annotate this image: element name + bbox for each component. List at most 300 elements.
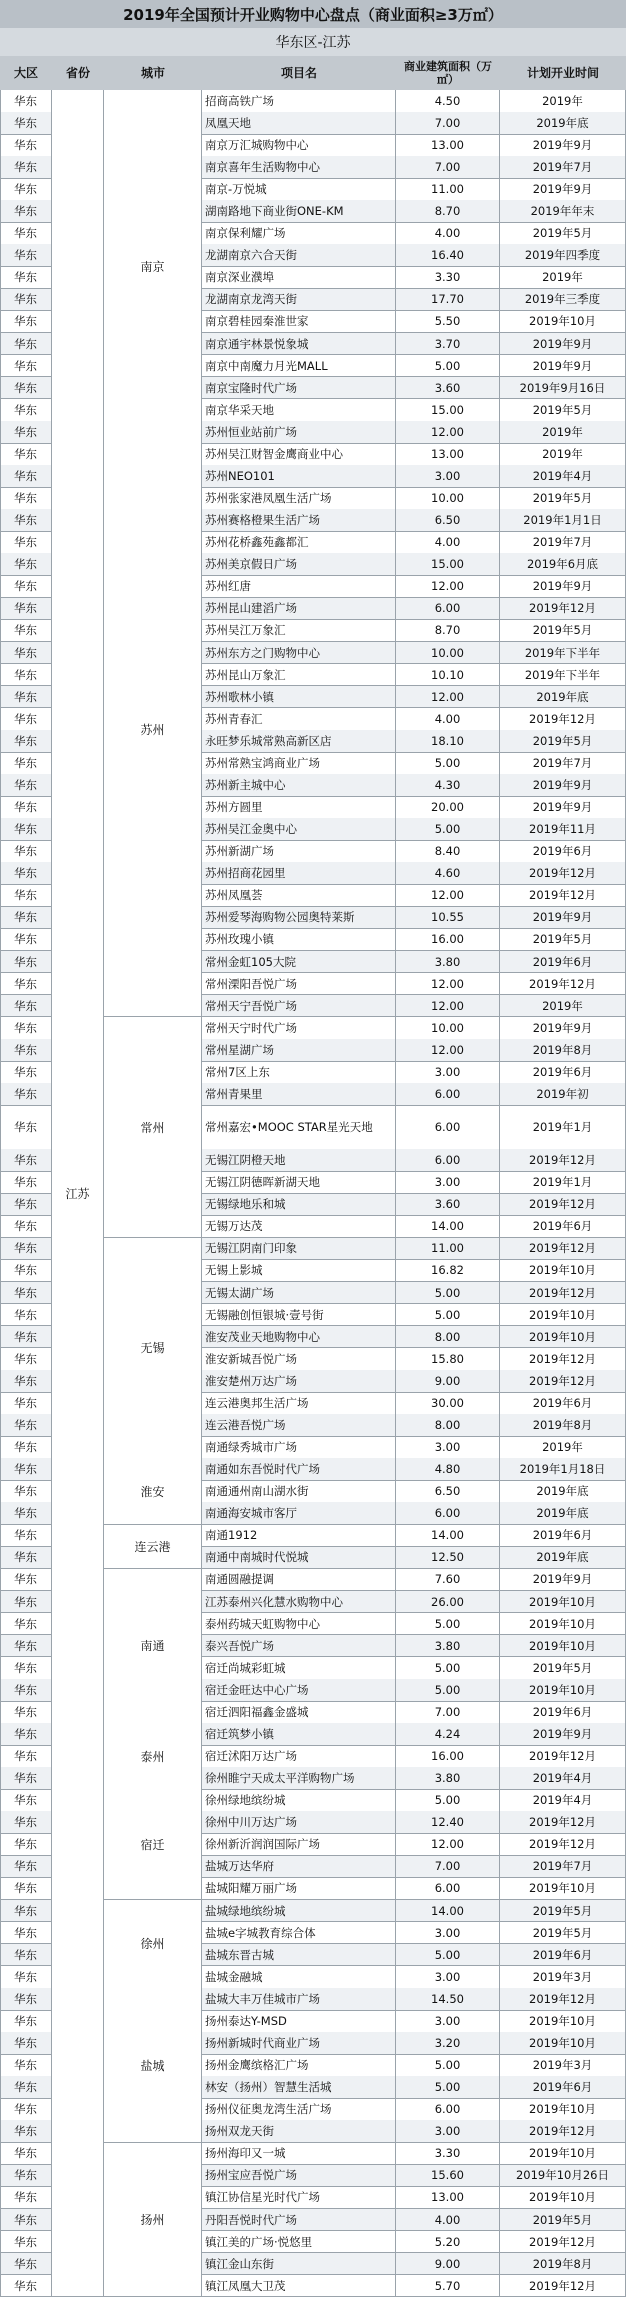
cell-area: 17.70 bbox=[396, 289, 500, 312]
cell-open-time: 2019年12月 bbox=[500, 862, 626, 885]
cell-area: 13.00 bbox=[396, 134, 500, 157]
cell-project-name: 南通通州南山湖水街 bbox=[202, 1480, 396, 1503]
cell-open-time: 2019年3月 bbox=[500, 1966, 626, 1989]
cell-area: 12.50 bbox=[396, 1547, 500, 1570]
cell-project-name: 苏州歌林小镇 bbox=[202, 686, 396, 709]
cell-area: 3.80 bbox=[396, 1767, 500, 1790]
cell-region: 华东 bbox=[0, 1944, 52, 1967]
cell-open-time: 2019年5月 bbox=[500, 730, 626, 753]
cell-project-name: 南京华采天地 bbox=[202, 399, 396, 422]
cell-project-name: 苏州方圆里 bbox=[202, 796, 396, 819]
city-group-cell: 扬州 bbox=[104, 2143, 202, 2297]
cell-project-name: 宿迁沭阳万达广场 bbox=[202, 1745, 396, 1768]
cell-project-name: 南京深业濮埠 bbox=[202, 267, 396, 290]
cell-region: 华东 bbox=[0, 443, 52, 466]
cell-area: 6.00 bbox=[396, 1083, 500, 1106]
table-header-row bbox=[0, 56, 626, 90]
cell-open-time: 2019年7月 bbox=[500, 1856, 626, 1879]
cell-region: 华东 bbox=[0, 2054, 52, 2077]
cell-area: 5.00 bbox=[396, 1613, 500, 1636]
cell-area: 3.30 bbox=[396, 267, 500, 290]
cell-region: 华东 bbox=[0, 598, 52, 621]
cell-region: 华东 bbox=[0, 1745, 52, 1768]
cell-area: 3.80 bbox=[396, 951, 500, 974]
cell-region: 华东 bbox=[0, 1525, 52, 1548]
cell-open-time: 2019年 bbox=[500, 1436, 626, 1459]
cell-area: 3.00 bbox=[396, 2010, 500, 2033]
cell-open-time: 2019年12月 bbox=[500, 885, 626, 908]
cell-region: 华东 bbox=[0, 1436, 52, 1459]
cell-open-time: 2019年12月 bbox=[500, 1370, 626, 1393]
cell-project-name: 苏州恒业站前广场 bbox=[202, 421, 396, 444]
cell-region: 华东 bbox=[0, 1878, 52, 1901]
cell-area: 15.00 bbox=[396, 399, 500, 422]
cell-region: 华东 bbox=[0, 2275, 52, 2297]
cell-open-time: 2019年12月 bbox=[500, 1834, 626, 1857]
cell-project-name: 盐城绿地缤纷城 bbox=[202, 1900, 396, 1923]
cell-region: 华东 bbox=[0, 1547, 52, 1570]
cell-region: 华东 bbox=[0, 1458, 52, 1481]
cell-region: 华东 bbox=[0, 1789, 52, 1812]
cell-open-time: 2019年10月 bbox=[500, 1260, 626, 1283]
cell-open-time: 2019年6月 bbox=[500, 2076, 626, 2099]
cell-region: 华东 bbox=[0, 2231, 52, 2254]
cell-open-time: 2019年 bbox=[500, 995, 626, 1018]
cell-project-name: 扬州仪征奥龙湾生活广场 bbox=[202, 2098, 396, 2121]
cell-region: 华东 bbox=[0, 2010, 52, 2033]
cell-open-time: 2019年6月底 bbox=[500, 553, 626, 576]
cell-open-time: 2019年10月 bbox=[500, 2187, 626, 2210]
cell-project-name: 常州7区上东 bbox=[202, 1061, 396, 1084]
cell-open-time: 2019年6月 bbox=[500, 1701, 626, 1724]
cell-project-name: 无锡江阴德晖新湖天地 bbox=[202, 1171, 396, 1194]
cell-project-name: 苏州张家港凤凰生活广场 bbox=[202, 487, 396, 510]
cell-open-time: 2019年 bbox=[500, 90, 626, 113]
cell-project-name: 苏州红唐 bbox=[202, 576, 396, 599]
cell-open-time: 2019年12月 bbox=[500, 1282, 626, 1305]
cell-open-time: 2019年12月 bbox=[500, 1348, 626, 1371]
city-group-cell: 无锡 bbox=[104, 1238, 202, 1459]
cell-project-name: 南京保利耀广场 bbox=[202, 222, 396, 245]
cell-region: 华东 bbox=[0, 1171, 52, 1194]
cell-project-name: 徐州绿地缤纷城 bbox=[202, 1789, 396, 1812]
cell-open-time: 2019年8月 bbox=[500, 1414, 626, 1437]
cell-region: 华东 bbox=[0, 1613, 52, 1636]
cell-area: 14.00 bbox=[396, 1900, 500, 1923]
cell-project-name: 南通如东吾悦时代广场 bbox=[202, 1458, 396, 1481]
cell-region: 华东 bbox=[0, 862, 52, 885]
cell-region: 华东 bbox=[0, 1105, 52, 1150]
cell-open-time: 2019年7月 bbox=[500, 156, 626, 179]
cell-open-time: 2019年9月 bbox=[500, 907, 626, 930]
cell-project-name: 无锡太湖广场 bbox=[202, 1282, 396, 1305]
cell-open-time: 2019年12月 bbox=[500, 2275, 626, 2297]
cell-area: 8.70 bbox=[396, 620, 500, 643]
cell-open-time: 2019年9月 bbox=[500, 774, 626, 797]
cell-project-name: 南通海安城市客厅 bbox=[202, 1502, 396, 1525]
cell-area: 8.00 bbox=[396, 1414, 500, 1437]
cell-region: 华东 bbox=[0, 1591, 52, 1614]
cell-project-name: 林安（扬州）智慧生活城 bbox=[202, 2076, 396, 2099]
cell-area: 7.60 bbox=[396, 1569, 500, 1592]
cell-project-name: 苏州昆山建滔广场 bbox=[202, 598, 396, 621]
cell-area: 5.00 bbox=[396, 1282, 500, 1305]
cell-open-time: 2019年9月 bbox=[500, 333, 626, 356]
cell-open-time: 2019年10月26日 bbox=[500, 2165, 626, 2188]
cell-project-name: 无锡江阴橙天地 bbox=[202, 1149, 396, 1172]
cell-project-name: 无锡绿地乐和城 bbox=[202, 1194, 396, 1217]
cell-area: 6.00 bbox=[396, 598, 500, 621]
cell-region: 华东 bbox=[0, 686, 52, 709]
cell-area: 12.00 bbox=[396, 421, 500, 444]
cell-open-time: 2019年10月 bbox=[500, 2098, 626, 2121]
cell-open-time: 2019年9月 bbox=[500, 355, 626, 378]
cell-project-name: 无锡江阴南门印象 bbox=[202, 1238, 396, 1261]
cell-region: 华东 bbox=[0, 1502, 52, 1525]
cell-region: 华东 bbox=[0, 2098, 52, 2121]
cell-project-name: 南京碧桂园秦淮世家 bbox=[202, 311, 396, 334]
cell-region: 华东 bbox=[0, 200, 52, 223]
cell-region: 华东 bbox=[0, 730, 52, 753]
cell-region: 华东 bbox=[0, 509, 52, 532]
cell-area: 12.00 bbox=[396, 973, 500, 996]
cell-project-name: 苏州吴江金奥中心 bbox=[202, 818, 396, 841]
cell-region: 华东 bbox=[0, 355, 52, 378]
cell-region: 华东 bbox=[0, 2209, 52, 2232]
cell-open-time: 2019年初 bbox=[500, 1083, 626, 1106]
cell-project-name: 南通圆融提调 bbox=[202, 1569, 396, 1592]
cell-area: 18.10 bbox=[396, 730, 500, 753]
cell-project-name: 宿迁尚城彩虹城 bbox=[202, 1657, 396, 1680]
cell-project-name: 泰兴吾悦广场 bbox=[202, 1635, 396, 1658]
cell-project-name: 湖南路地下商业街ONE-KM bbox=[202, 200, 396, 223]
cell-project-name: 连云港奥邦生活广场 bbox=[202, 1392, 396, 1415]
cell-open-time: 2019年1月18日 bbox=[500, 1458, 626, 1481]
cell-open-time: 2019年四季度 bbox=[500, 244, 626, 267]
cell-open-time: 2019年10月 bbox=[500, 1326, 626, 1349]
cell-project-name: 宿迁筑梦小镇 bbox=[202, 1723, 396, 1746]
cell-area: 10.55 bbox=[396, 907, 500, 930]
cell-area: 26.00 bbox=[396, 1591, 500, 1614]
cell-region: 华东 bbox=[0, 1900, 52, 1923]
cell-area: 3.60 bbox=[396, 377, 500, 400]
cell-open-time: 2019年10月 bbox=[500, 1635, 626, 1658]
cell-region: 华东 bbox=[0, 267, 52, 290]
cell-area: 6.00 bbox=[396, 1149, 500, 1172]
cell-region: 华东 bbox=[0, 487, 52, 510]
cell-open-time: 2019年11月 bbox=[500, 818, 626, 841]
cell-area: 6.50 bbox=[396, 509, 500, 532]
cell-open-time: 2019年6月 bbox=[500, 951, 626, 974]
cell-region: 华东 bbox=[0, 244, 52, 267]
cell-region: 华东 bbox=[0, 576, 52, 599]
cell-area: 9.00 bbox=[396, 1370, 500, 1393]
cell-project-name: 苏州昆山万象汇 bbox=[202, 664, 396, 687]
cell-open-time: 2019年4月 bbox=[500, 1767, 626, 1790]
cell-open-time: 2019年4月 bbox=[500, 465, 626, 488]
table-subtitle: 华东区-江苏 bbox=[0, 28, 626, 56]
cell-area: 11.00 bbox=[396, 178, 500, 201]
city-group-cell: 苏州 bbox=[104, 443, 202, 1017]
province-cell: 江苏 bbox=[52, 90, 104, 2297]
cell-area: 7.00 bbox=[396, 156, 500, 179]
cell-project-name: 南京宝隆时代广场 bbox=[202, 377, 396, 400]
cell-project-name: 苏州新湖广场 bbox=[202, 840, 396, 863]
cell-open-time: 2019年5月 bbox=[500, 620, 626, 643]
cell-area: 5.00 bbox=[396, 1679, 500, 1702]
cell-region: 华东 bbox=[0, 1083, 52, 1106]
cell-area: 20.00 bbox=[396, 796, 500, 819]
cell-area: 5.00 bbox=[396, 2076, 500, 2099]
cell-project-name: 江苏泰州兴化慧水购物中心 bbox=[202, 1591, 396, 1614]
cell-open-time: 2019年10月 bbox=[500, 1613, 626, 1636]
cell-region: 华东 bbox=[0, 1194, 52, 1217]
cell-open-time: 2019年底 bbox=[500, 686, 626, 709]
cell-area: 10.00 bbox=[396, 487, 500, 510]
cell-project-name: 南通1912 bbox=[202, 1525, 396, 1548]
cell-area: 12.40 bbox=[396, 1811, 500, 1834]
cell-area: 11.00 bbox=[396, 1238, 500, 1261]
cell-area: 5.70 bbox=[396, 2275, 500, 2297]
cell-region: 华东 bbox=[0, 1856, 52, 1879]
cell-area: 12.00 bbox=[396, 686, 500, 709]
cell-region: 华东 bbox=[0, 1480, 52, 1503]
cell-area: 10.00 bbox=[396, 1017, 500, 1040]
cell-area: 3.00 bbox=[396, 1061, 500, 1084]
header-project: 项目名 bbox=[280, 65, 317, 80]
cell-project-name: 盐城大丰万佳城市广场 bbox=[202, 1988, 396, 2011]
cell-area: 4.24 bbox=[396, 1723, 500, 1746]
cell-region: 华东 bbox=[0, 399, 52, 422]
cell-project-name: 常州溧阳吾悦广场 bbox=[202, 973, 396, 996]
cell-region: 华东 bbox=[0, 311, 52, 334]
cell-region: 华东 bbox=[0, 333, 52, 356]
cell-area: 3.60 bbox=[396, 1194, 500, 1217]
cell-region: 华东 bbox=[0, 134, 52, 157]
cell-project-name: 苏州美京假日广场 bbox=[202, 553, 396, 576]
cell-open-time: 2019年6月 bbox=[500, 1525, 626, 1548]
cell-region: 华东 bbox=[0, 531, 52, 554]
cell-region: 华东 bbox=[0, 289, 52, 312]
cell-area: 4.60 bbox=[396, 862, 500, 885]
cell-project-name: 苏州NEO101 bbox=[202, 465, 396, 488]
cell-project-name: 龙湖南京龙湾天街 bbox=[202, 289, 396, 312]
cell-area: 4.80 bbox=[396, 1458, 500, 1481]
cell-project-name: 宿迁泗阳福鑫金盛城 bbox=[202, 1701, 396, 1724]
cell-project-name: 镇江金山东街 bbox=[202, 2253, 396, 2276]
cell-region: 华东 bbox=[0, 222, 52, 245]
cell-area: 5.00 bbox=[396, 1944, 500, 1967]
cell-area: 4.50 bbox=[396, 90, 500, 113]
data-table bbox=[0, 90, 626, 2297]
cell-region: 华东 bbox=[0, 1238, 52, 1261]
cell-region: 华东 bbox=[0, 377, 52, 400]
cell-region: 华东 bbox=[0, 1392, 52, 1415]
header-region: 大区 bbox=[13, 65, 38, 80]
cell-region: 华东 bbox=[0, 1679, 52, 1702]
cell-region: 华东 bbox=[0, 1304, 52, 1327]
cell-region: 华东 bbox=[0, 1767, 52, 1790]
cell-open-time: 2019年12月 bbox=[500, 1988, 626, 2011]
header-open-time: 计划开业时间 bbox=[526, 65, 599, 80]
cell-area: 8.40 bbox=[396, 840, 500, 863]
cell-region: 华东 bbox=[0, 1061, 52, 1084]
cell-region: 华东 bbox=[0, 1966, 52, 1989]
cell-region: 华东 bbox=[0, 90, 52, 113]
cell-project-name: 连云港吾悦广场 bbox=[202, 1414, 396, 1437]
cell-open-time: 2019年6月 bbox=[500, 1392, 626, 1415]
cell-open-time: 2019年 bbox=[500, 421, 626, 444]
cell-region: 华东 bbox=[0, 774, 52, 797]
cell-open-time: 2019年5月 bbox=[500, 929, 626, 952]
cell-open-time: 2019年5月 bbox=[500, 2209, 626, 2232]
cell-project-name: 龙湖南京六合天街 bbox=[202, 244, 396, 267]
cell-area: 7.00 bbox=[396, 1856, 500, 1879]
cell-project-name: 苏州招商花园里 bbox=[202, 862, 396, 885]
cell-project-name: 苏州东方之门购物中心 bbox=[202, 642, 396, 665]
cell-project-name: 苏州赛格橙果生活广场 bbox=[202, 509, 396, 532]
cell-project-name: 盐城金融城 bbox=[202, 1966, 396, 1989]
cell-area: 12.00 bbox=[396, 1039, 500, 1062]
cell-region: 华东 bbox=[0, 1834, 52, 1857]
cell-open-time: 2019年三季度 bbox=[500, 289, 626, 312]
cell-open-time: 2019年9月16日 bbox=[500, 377, 626, 400]
cell-region: 华东 bbox=[0, 620, 52, 643]
cell-project-name: 徐州中川万达广场 bbox=[202, 1811, 396, 1834]
cell-project-name: 常州星湖广场 bbox=[202, 1039, 396, 1062]
cell-region: 华东 bbox=[0, 156, 52, 179]
cell-region: 华东 bbox=[0, 1657, 52, 1680]
cell-open-time: 2019年10月 bbox=[500, 2032, 626, 2055]
cell-region: 华东 bbox=[0, 1635, 52, 1658]
cell-open-time: 2019年底 bbox=[500, 1480, 626, 1503]
cell-area: 6.50 bbox=[396, 1480, 500, 1503]
cell-region: 华东 bbox=[0, 929, 52, 952]
cell-region: 华东 bbox=[0, 885, 52, 908]
cell-open-time: 2019年10月 bbox=[500, 1679, 626, 1702]
cell-open-time: 2019年12月 bbox=[500, 598, 626, 621]
cell-project-name: 常州金虹105大院 bbox=[202, 951, 396, 974]
cell-project-name: 扬州新城时代商业广场 bbox=[202, 2032, 396, 2055]
cell-area: 6.00 bbox=[396, 1105, 500, 1150]
cell-project-name: 苏州常熟宝鸿商业广场 bbox=[202, 752, 396, 775]
cell-open-time: 2019年3月 bbox=[500, 2054, 626, 2077]
cell-open-time: 2019年10月 bbox=[500, 1304, 626, 1327]
cell-area: 12.00 bbox=[396, 1834, 500, 1857]
cell-area: 4.00 bbox=[396, 222, 500, 245]
cell-open-time: 2019年6月 bbox=[500, 1944, 626, 1967]
cell-area: 10.00 bbox=[396, 642, 500, 665]
cell-region: 华东 bbox=[0, 1701, 52, 1724]
cell-region: 华东 bbox=[0, 840, 52, 863]
city-group-cell: 淮安 bbox=[104, 1458, 202, 1525]
cell-region: 华东 bbox=[0, 907, 52, 930]
cell-open-time: 2019年5月 bbox=[500, 1922, 626, 1945]
cell-area: 14.50 bbox=[396, 1988, 500, 2011]
cell-area: 3.00 bbox=[396, 465, 500, 488]
cell-area: 5.00 bbox=[396, 818, 500, 841]
cell-open-time: 2019年9月 bbox=[500, 576, 626, 599]
cell-area: 12.00 bbox=[396, 885, 500, 908]
cell-region: 华东 bbox=[0, 2032, 52, 2055]
cell-area: 3.00 bbox=[396, 1171, 500, 1194]
cell-open-time: 2019年1月1日 bbox=[500, 509, 626, 532]
cell-region: 华东 bbox=[0, 995, 52, 1018]
cell-region: 华东 bbox=[0, 1216, 52, 1239]
cell-area: 4.30 bbox=[396, 774, 500, 797]
cell-open-time: 2019年 bbox=[500, 443, 626, 466]
cell-open-time: 2019年5月 bbox=[500, 1900, 626, 1923]
cell-project-name: 宿迁金旺达中心广场 bbox=[202, 1679, 396, 1702]
cell-region: 华东 bbox=[0, 2187, 52, 2210]
header-city: 城市 bbox=[140, 65, 165, 80]
cell-project-name: 苏州玫瑰小镇 bbox=[202, 929, 396, 952]
cell-open-time: 2019年12月 bbox=[500, 1238, 626, 1261]
cell-open-time: 2019年12月 bbox=[500, 973, 626, 996]
cell-project-name: 扬州泰达Y-MSD bbox=[202, 2010, 396, 2033]
cell-area: 13.00 bbox=[396, 443, 500, 466]
cell-project-name: 南通绿秀城市广场 bbox=[202, 1436, 396, 1459]
cell-project-name: 常州青果里 bbox=[202, 1083, 396, 1106]
cell-region: 华东 bbox=[0, 1039, 52, 1062]
cell-area: 6.00 bbox=[396, 2098, 500, 2121]
cell-project-name: 镇江美的广场·悦悠里 bbox=[202, 2231, 396, 2254]
city-group-cell: 常州 bbox=[104, 1017, 202, 1238]
cell-area: 4.00 bbox=[396, 708, 500, 731]
cell-area: 3.20 bbox=[396, 2032, 500, 2055]
cell-open-time: 2019年底 bbox=[500, 112, 626, 135]
cell-region: 华东 bbox=[0, 796, 52, 819]
cell-region: 华东 bbox=[0, 2165, 52, 2188]
cell-area: 16.82 bbox=[396, 1260, 500, 1283]
cell-area: 6.00 bbox=[396, 1878, 500, 1901]
cell-region: 华东 bbox=[0, 951, 52, 974]
cell-region: 华东 bbox=[0, 1017, 52, 1040]
cell-area: 12.00 bbox=[396, 995, 500, 1018]
cell-region: 华东 bbox=[0, 2143, 52, 2166]
cell-project-name: 扬州双龙天街 bbox=[202, 2120, 396, 2143]
cell-area: 5.20 bbox=[396, 2231, 500, 2254]
cell-open-time: 2019年7月 bbox=[500, 752, 626, 775]
cell-area: 5.50 bbox=[396, 311, 500, 334]
cell-open-time: 2019年12月 bbox=[500, 2231, 626, 2254]
cell-open-time: 2019年10月 bbox=[500, 2143, 626, 2166]
cell-area: 8.00 bbox=[396, 1326, 500, 1349]
cell-project-name: 镇江协信星光时代广场 bbox=[202, 2187, 396, 2210]
cell-area: 16.00 bbox=[396, 929, 500, 952]
cell-region: 华东 bbox=[0, 1988, 52, 2011]
cell-area: 3.70 bbox=[396, 333, 500, 356]
cell-project-name: 苏州花桥鑫苑鑫都汇 bbox=[202, 531, 396, 554]
cell-open-time: 2019年1月 bbox=[500, 1171, 626, 1194]
cell-project-name: 徐州新沂润润国际广场 bbox=[202, 1834, 396, 1857]
cell-project-name: 凤凰天地 bbox=[202, 112, 396, 135]
cell-region: 华东 bbox=[0, 2120, 52, 2143]
cell-area: 3.00 bbox=[396, 1436, 500, 1459]
cell-open-time: 2019年12月 bbox=[500, 1745, 626, 1768]
table-title: 2019年全国预计开业购物中心盘点（商业面积≥3万㎡） bbox=[0, 0, 626, 28]
cell-open-time: 2019年5月 bbox=[500, 399, 626, 422]
cell-region: 华东 bbox=[0, 1149, 52, 1172]
cell-project-name: 丹阳吾悦时代广场 bbox=[202, 2209, 396, 2232]
cell-open-time: 2019年6月 bbox=[500, 840, 626, 863]
cell-area: 15.00 bbox=[396, 553, 500, 576]
cell-open-time: 2019年底 bbox=[500, 1502, 626, 1525]
cell-open-time: 2019年9月 bbox=[500, 134, 626, 157]
cell-area: 15.80 bbox=[396, 1348, 500, 1371]
cell-project-name: 苏州青春汇 bbox=[202, 708, 396, 731]
cell-area: 6.00 bbox=[396, 1502, 500, 1525]
